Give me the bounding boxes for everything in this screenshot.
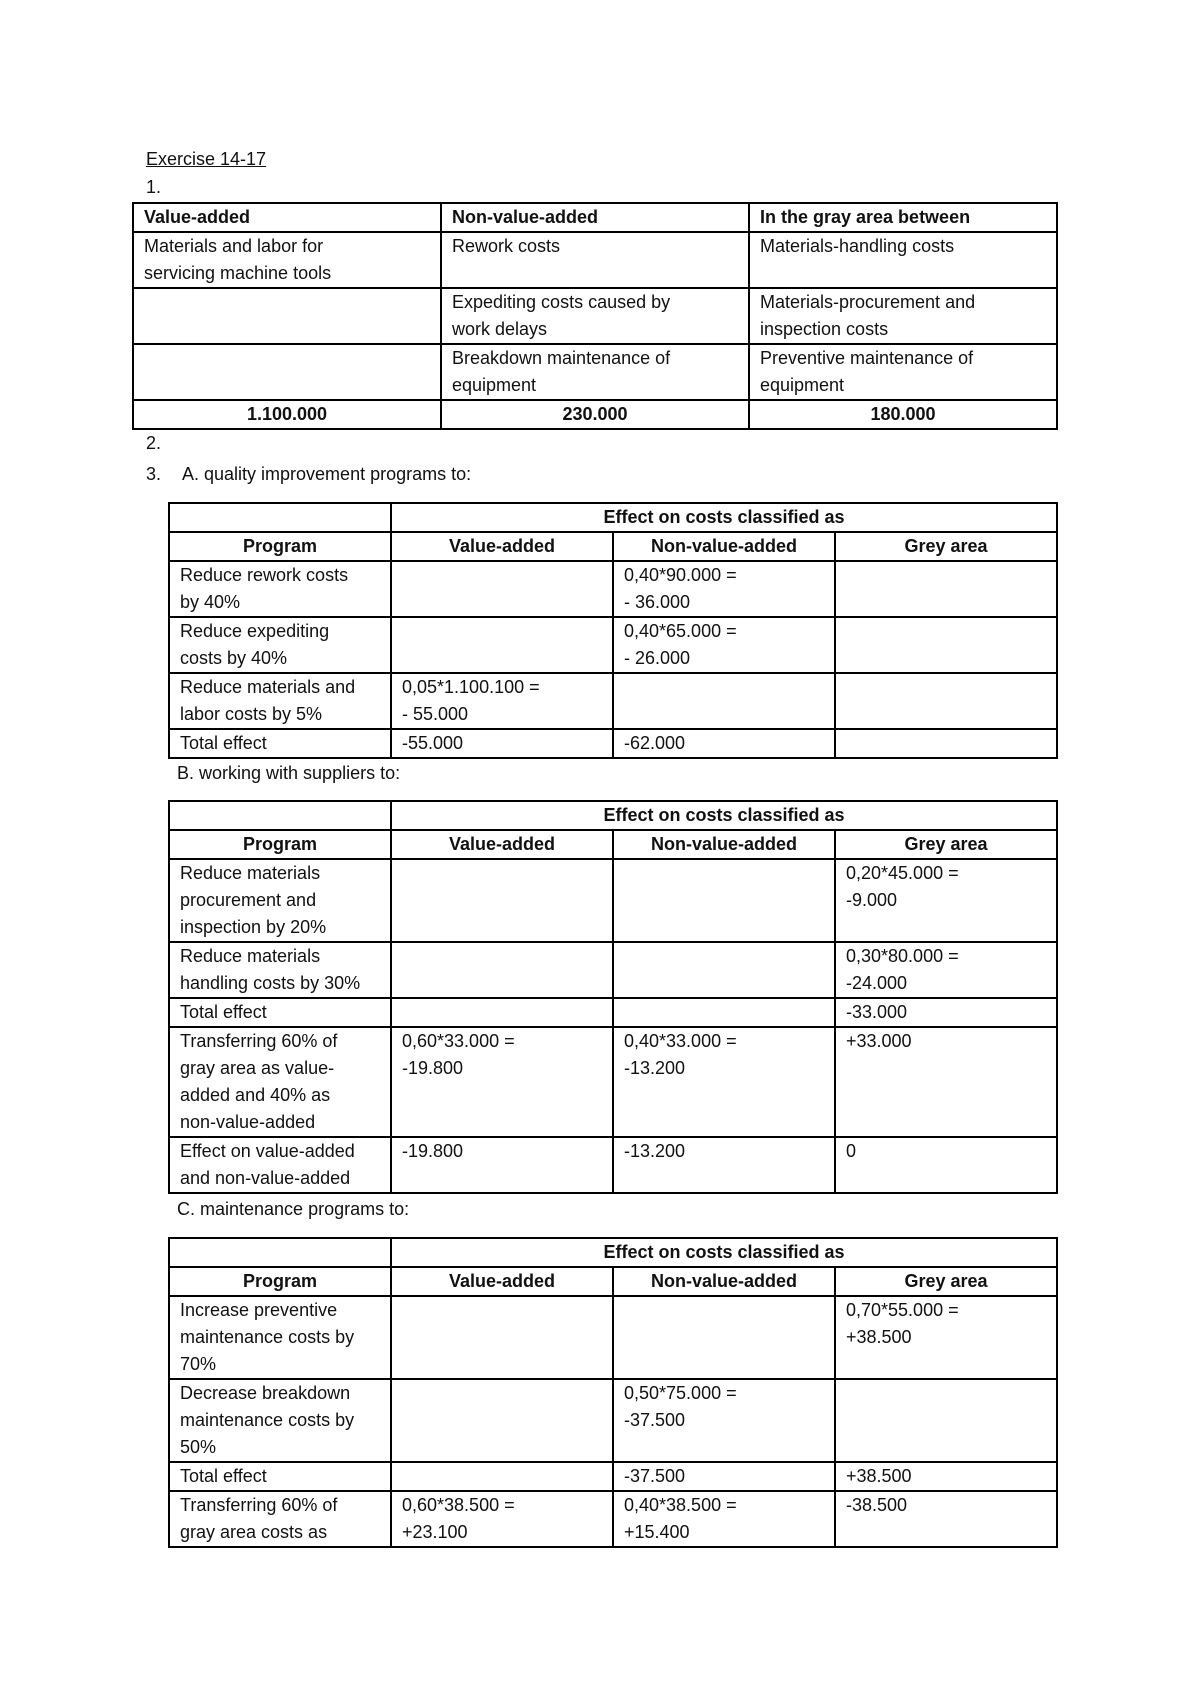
table-cell: Reduce expediting costs by 40% (169, 617, 391, 673)
table-cell: 0,40*65.000 = - 26.000 (613, 617, 835, 673)
table-cell: 0,40*90.000 = - 36.000 (613, 561, 835, 617)
table-cell: -62.000 (613, 729, 835, 758)
table-cell (613, 859, 835, 942)
header-program: Program (169, 532, 391, 561)
table-cell: Reduce rework costs by 40% (169, 561, 391, 617)
header-grey-area: Grey area (835, 532, 1057, 561)
part-b-heading: B. working with suppliers to: (177, 763, 401, 783)
header-value-added: Value-added (133, 203, 441, 232)
table-cell: Expediting costs caused by work delays (441, 288, 749, 344)
cost-classification-table (132, 202, 1058, 430)
part-c-heading: C. maintenance programs to: (177, 1199, 410, 1219)
table-cell: Reduce materials and labor costs by 5% (169, 673, 391, 729)
total-gray-area: 180.000 (749, 400, 1057, 429)
table-cell (391, 1296, 613, 1379)
table-cell (835, 1379, 1057, 1462)
header-value-added: Value-added (391, 830, 613, 859)
table-cell (391, 617, 613, 673)
table-cell (613, 1296, 835, 1379)
table-cell (835, 673, 1057, 729)
section-1-label: 1. (146, 177, 162, 197)
table-cell (133, 344, 441, 400)
table-cell: -19.800 (391, 1137, 613, 1193)
total-effect-label: Total effect (169, 1462, 391, 1491)
table-cell: Rework costs (441, 232, 749, 288)
table-cell (613, 942, 835, 998)
table-cell (391, 1379, 613, 1462)
exercise-title: Exercise 14-17 (146, 149, 267, 169)
header-non-value-added: Non-value-added (613, 1267, 835, 1296)
table-cell: Materials-handling costs (749, 232, 1057, 288)
effect-header: Effect on costs classified as (391, 1238, 1057, 1267)
maintenance-programs-table (168, 1237, 1058, 1548)
table-cell: 0,05*1.100.100 = - 55.000 (391, 673, 613, 729)
table-cell: 0,40*33.000 = -13.200 (613, 1027, 835, 1137)
table-cell: 0 (835, 1137, 1057, 1193)
table-cell (391, 998, 613, 1027)
table-cell: 0,60*33.000 = -19.800 (391, 1027, 613, 1137)
table-cell: -33.000 (835, 998, 1057, 1027)
header-value-added: Value-added (391, 532, 613, 561)
table-cell (835, 729, 1057, 758)
table-cell: Decrease breakdown maintenance costs by 50% (169, 1379, 391, 1462)
table-cell: 0,40*38.500 = +15.400 (613, 1491, 835, 1547)
total-effect-label: Total effect (169, 729, 391, 758)
table-cell (391, 561, 613, 617)
table-cell (835, 617, 1057, 673)
table-cell (391, 942, 613, 998)
table-cell: Materials-procurement and inspection costs (749, 288, 1057, 344)
header-grey-area: Grey area (835, 1267, 1057, 1296)
table-cell: 0,60*38.500 = +23.100 (391, 1491, 613, 1547)
header-program: Program (169, 1267, 391, 1296)
empty-corner-cell (169, 801, 391, 830)
table-cell: 0,50*75.000 = -37.500 (613, 1379, 835, 1462)
total-effect-label: Total effect (169, 998, 391, 1027)
effect-header: Effect on costs classified as (391, 503, 1057, 532)
table-cell: Effect on value-added and non-value-added (169, 1137, 391, 1193)
effect-header: Effect on costs classified as (391, 801, 1057, 830)
table-cell: 0,70*55.000 = +38.500 (835, 1296, 1057, 1379)
total-non-value-added: 230.000 (441, 400, 749, 429)
header-non-value-added: Non-value-added (441, 203, 749, 232)
table-cell (613, 998, 835, 1027)
table-cell (391, 859, 613, 942)
header-non-value-added: Non-value-added (613, 532, 835, 561)
quality-improvement-table (168, 502, 1058, 759)
section-2-label: 2. (146, 433, 162, 453)
section-3-label: 3. (146, 464, 162, 484)
table-cell: -37.500 (613, 1462, 835, 1491)
table-cell: 0,20*45.000 = -9.000 (835, 859, 1057, 942)
table-cell: -13.200 (613, 1137, 835, 1193)
table-cell (835, 561, 1057, 617)
total-value-added: 1.100.000 (133, 400, 441, 429)
table-cell: -55.000 (391, 729, 613, 758)
table-cell: Transferring 60% of gray area as value- added and 40% as non-value-added (169, 1027, 391, 1137)
table-cell: Materials and labor for servicing machine tools (133, 232, 441, 288)
table-cell: Reduce materials handling costs by 30% (169, 942, 391, 998)
table-cell: Transferring 60% of gray area costs as (169, 1491, 391, 1547)
header-grey-area: Grey area (835, 830, 1057, 859)
table-cell (133, 288, 441, 344)
table-cell: Preventive maintenance of equipment (749, 344, 1057, 400)
table-cell: Increase preventive maintenance costs by 70% (169, 1296, 391, 1379)
table-cell: Breakdown maintenance of equipment (441, 344, 749, 400)
table-cell (391, 1462, 613, 1491)
table-cell: Reduce materials procurement and inspection by 20% (169, 859, 391, 942)
part-a-heading: A. quality improvement programs to: (182, 464, 472, 484)
table-cell: -38.500 (835, 1491, 1057, 1547)
empty-corner-cell (169, 1238, 391, 1267)
header-program: Program (169, 830, 391, 859)
table-cell: 0,30*80.000 = -24.000 (835, 942, 1057, 998)
header-non-value-added: Non-value-added (613, 830, 835, 859)
table-cell: +38.500 (835, 1462, 1057, 1491)
empty-corner-cell (169, 503, 391, 532)
header-gray-area: In the gray area between (749, 203, 1057, 232)
table-cell (613, 673, 835, 729)
supplier-programs-table (168, 800, 1058, 1194)
table-cell: +33.000 (835, 1027, 1057, 1137)
header-value-added: Value-added (391, 1267, 613, 1296)
section-3-heading (146, 463, 471, 485)
